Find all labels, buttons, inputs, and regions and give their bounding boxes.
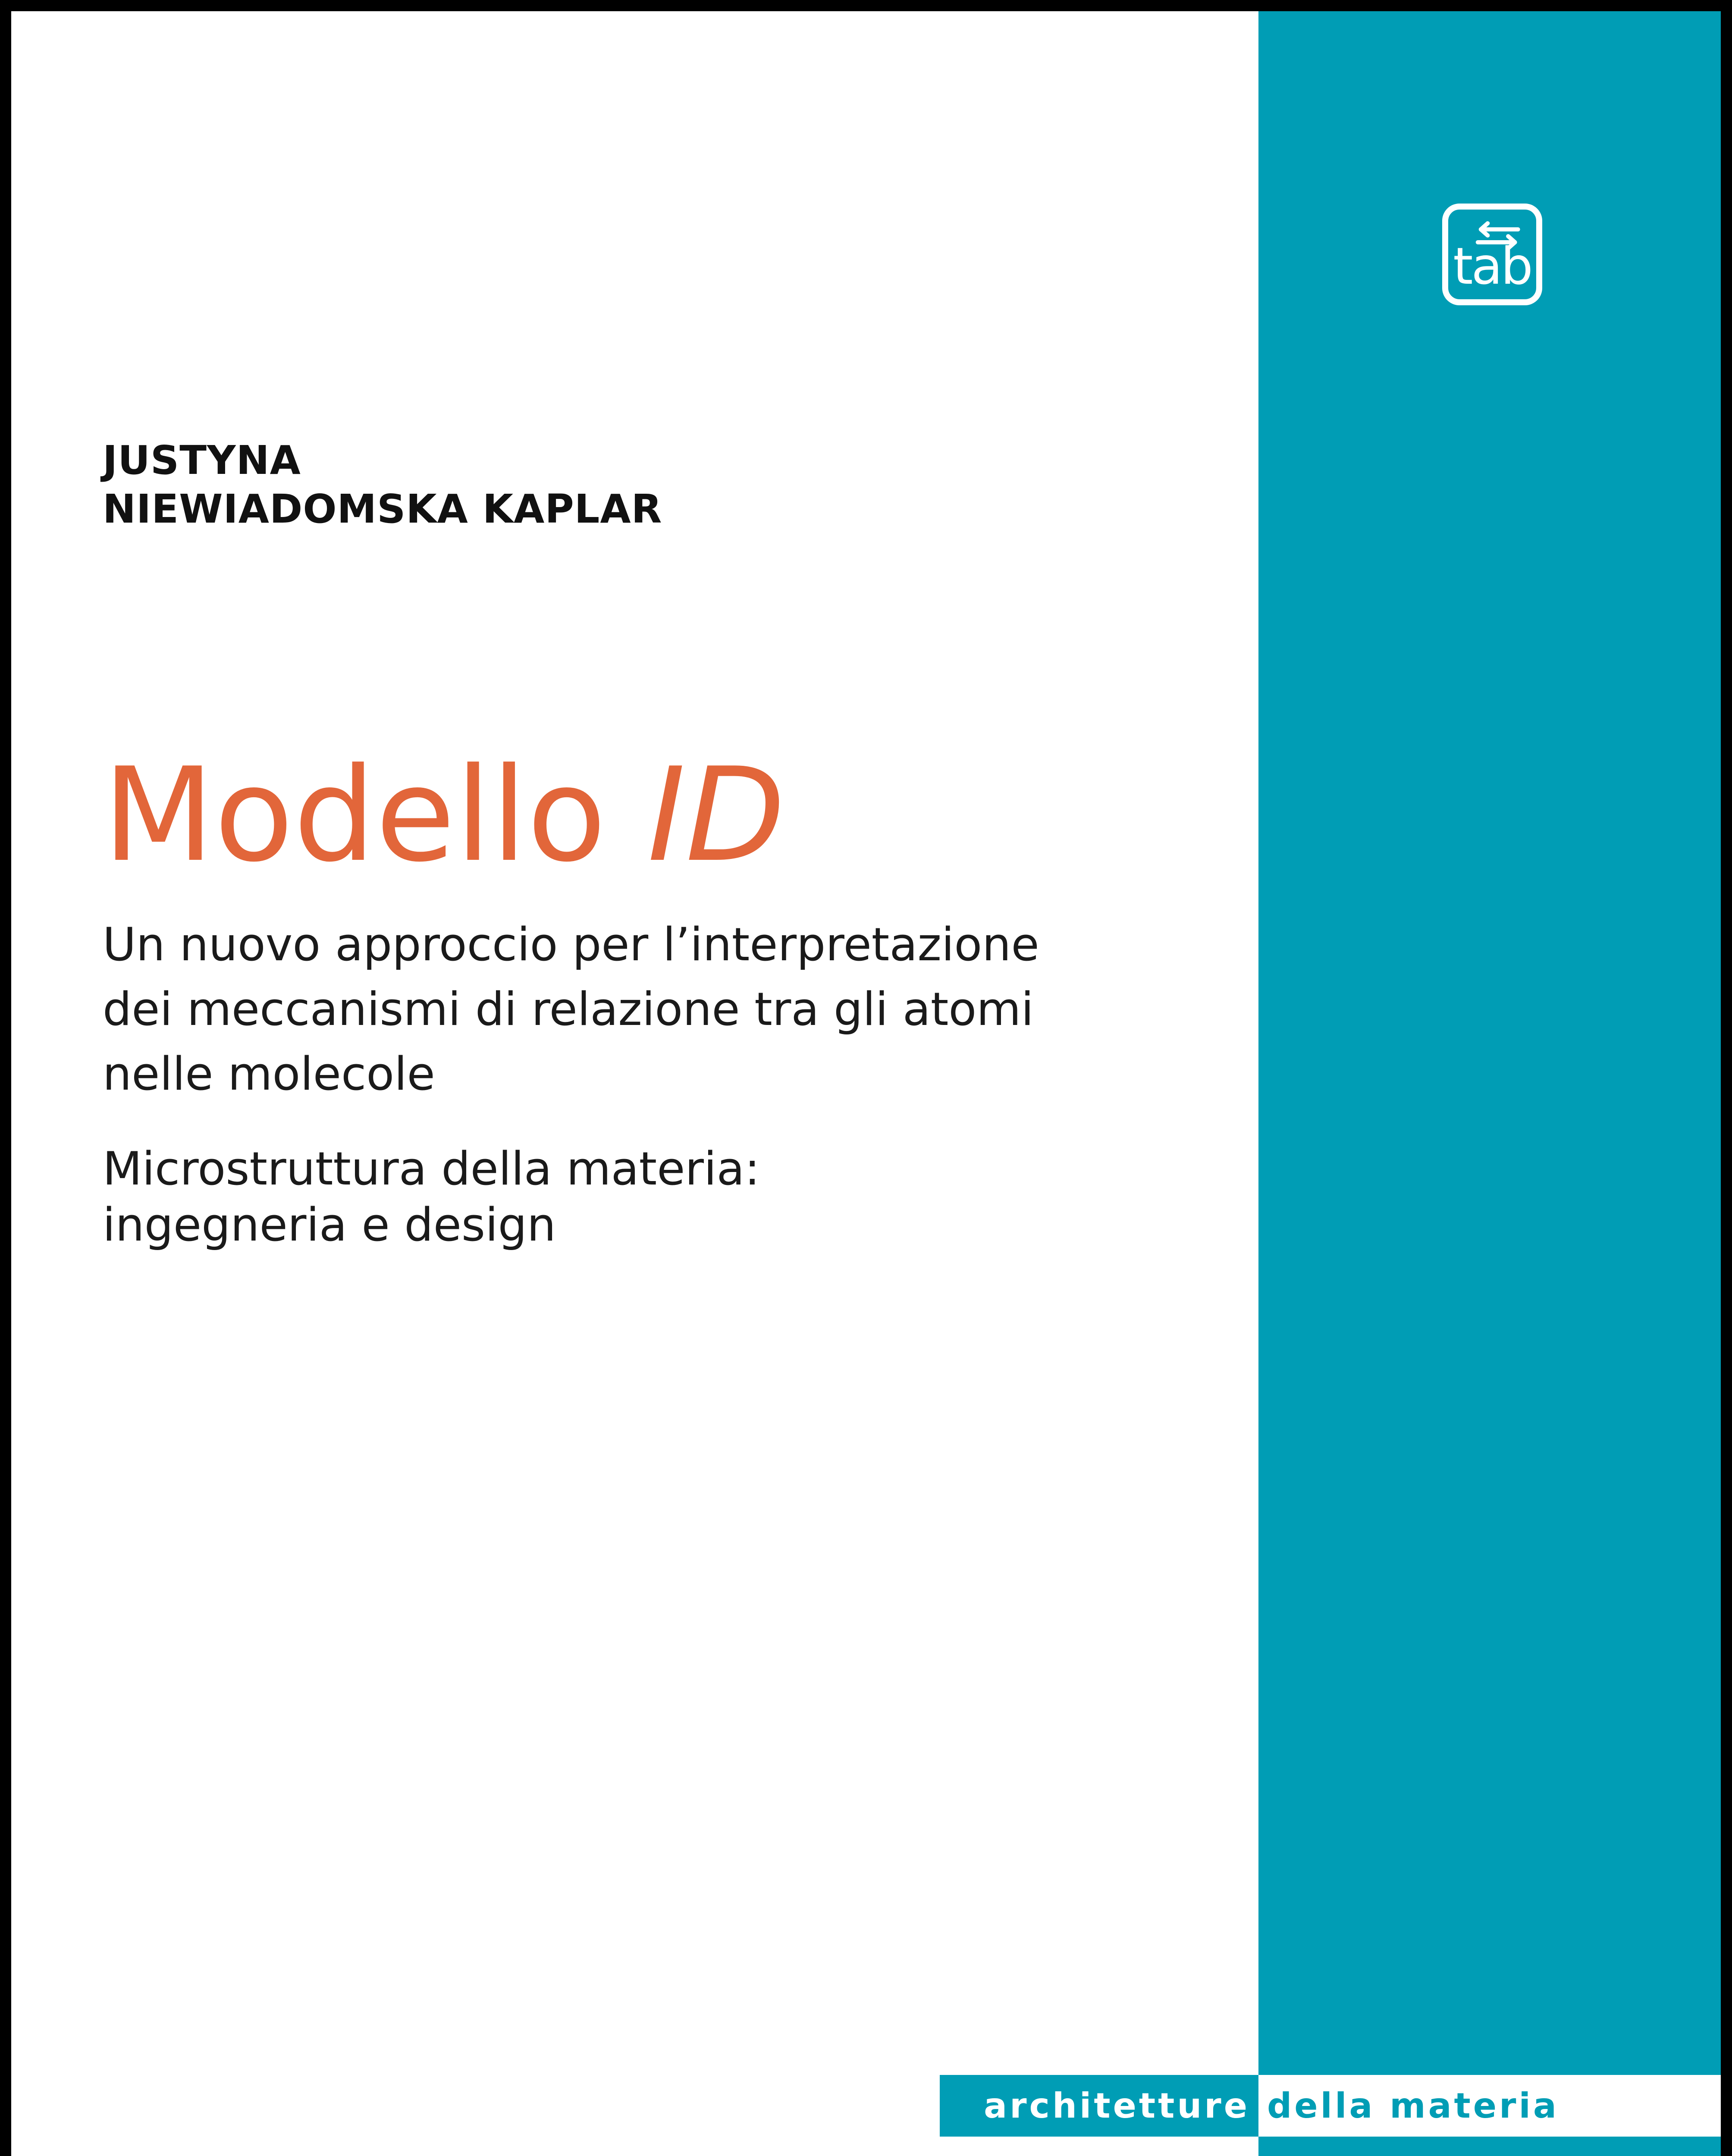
author-name	[103, 436, 662, 533]
series-subtitle	[103, 1141, 760, 1253]
author-last-name: NIEWIADOMSKA KAPLAR	[103, 486, 662, 532]
book-subtitle	[103, 912, 1241, 1106]
book-cover	[11, 11, 1721, 2156]
book-title	[103, 740, 785, 890]
subtitle-line-3: nelle molecole	[103, 1047, 435, 1100]
collana-label-left	[940, 2075, 1258, 2137]
series-subtitle-line-1: Microstruttura della materia:	[103, 1142, 760, 1195]
collana-text-left: architetture	[984, 2086, 1250, 2126]
collana-text-right: della materia	[1267, 2086, 1559, 2126]
publisher-logo-text: tab	[1453, 236, 1531, 296]
series-subtitle-line-2: ingegneria e design	[103, 1198, 556, 1251]
subtitle-line-1: Un nuovo approccio per l’interpretazione	[103, 918, 1039, 971]
subtitle-line-2: dei meccanismi di relazione tra gli atomi	[103, 983, 1034, 1036]
collana-label-right	[1258, 2075, 1721, 2137]
teal-side-band	[1258, 11, 1721, 2156]
book-title-italic: ID	[647, 740, 785, 890]
author-first-name: JUSTYNA	[103, 437, 301, 483]
book-title-main: Modello	[103, 740, 606, 890]
publisher-logo	[1442, 204, 1542, 305]
